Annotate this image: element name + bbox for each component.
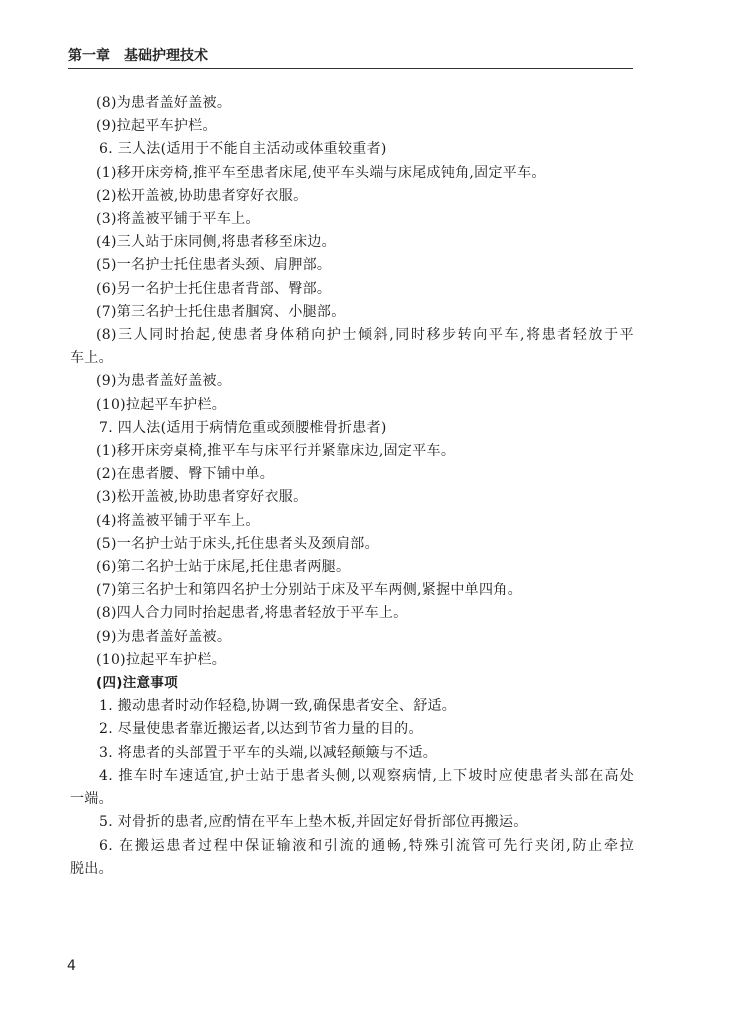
text-line: 4. 推车时车速适宜,护士站于患者头侧,以观察病情,上下坡时应使患者头部在高处 [99, 767, 634, 784]
text-line: (1)移开床旁椅,推平车至患者床尾,使平车头端与床尾成钝角,固定平车。 [96, 164, 546, 181]
subsection-heading: 7. 四人法(适用于病情危重或颈腰椎骨折患者) [99, 419, 387, 436]
text-line: (8)为患者盖好盖被。 [96, 95, 232, 111]
text-line: (6)第二名护士站于床尾,托住患者两腿。 [96, 559, 351, 576]
text-line: 3. 将患者的头部置于平车的头端,以减轻颠簸与不适。 [99, 744, 438, 761]
text-line: (8)四人合力同时抬起患者,将患者轻放于平车上。 [96, 605, 408, 622]
page-body [70, 92, 634, 881]
text-line: (4)三人站于床同侧,将患者移至床边。 [96, 234, 336, 251]
text-line: (5)一名护士托住患者头颈、肩胛部。 [96, 257, 332, 274]
text-line: (10)拉起平车护栏。 [96, 396, 227, 413]
running-header [68, 41, 633, 69]
text-line: (2)在患者腰、臀下铺中单。 [96, 466, 275, 483]
text-line: 2. 尽量使患者靠近搬运者,以达到节省力量的目的。 [99, 721, 423, 738]
text-line: (1)移开床旁桌椅,推平车与床平行并紧靠床边,固定平车。 [96, 443, 456, 460]
text-line: (6)另一名护士托住患者背部、臀部。 [96, 280, 332, 297]
page-number: 4 [67, 958, 76, 974]
text-line: (7)第三名护士托住患者腘窝、小腿部。 [96, 303, 346, 320]
text-line: (3)将盖被平铺于平车上。 [96, 211, 260, 228]
text-line: (10)拉起平车护栏。 [96, 651, 227, 668]
text-line-continued: 车上。 [70, 350, 113, 367]
text-line: (9)为患者盖好盖被。 [96, 628, 232, 645]
subsection-heading: 6. 三人法(适用于不能自主活动或体重较重者) [99, 141, 387, 158]
text-line: (9)为患者盖好盖被。 [96, 373, 232, 390]
text-line: 1. 搬动患者时动作轻稳,协调一致,确保患者安全、舒适。 [99, 698, 457, 715]
text-line: (4)将盖被平铺于平车上。 [96, 512, 260, 529]
text-line: (5)一名护士站于床头,托住患者头及颈肩部。 [96, 535, 379, 552]
text-line-continued: 脱出。 [70, 860, 113, 877]
text-line: 5. 对骨折的患者,应酌情在平车上垫木板,并固定好骨折部位再搬运。 [99, 814, 528, 831]
text-line-continued: 一端。 [70, 791, 113, 808]
text-line: (7)第三名护士和第四名护士分别站于床及平车两侧,紧握中单四角。 [96, 582, 522, 599]
text-line: 6. 在搬运患者过程中保证输液和引流的通畅,特殊引流管可先行夹闭,防止牵拉 [99, 837, 634, 854]
chapter-title: 第一章 基础护理技术 [68, 48, 208, 64]
section-heading: (四)注意事项 [96, 675, 178, 692]
text-line: (8)三人同时抬起,使患者身体稍向护士倾斜,同时移步转向平车,将患者轻放于平 [96, 327, 634, 344]
text-line: (3)松开盖被,协助患者穿好衣服。 [96, 489, 308, 506]
text-line: (2)松开盖被,协助患者穿好衣服。 [96, 187, 308, 204]
text-line: (9)拉起平车护栏。 [96, 118, 217, 135]
